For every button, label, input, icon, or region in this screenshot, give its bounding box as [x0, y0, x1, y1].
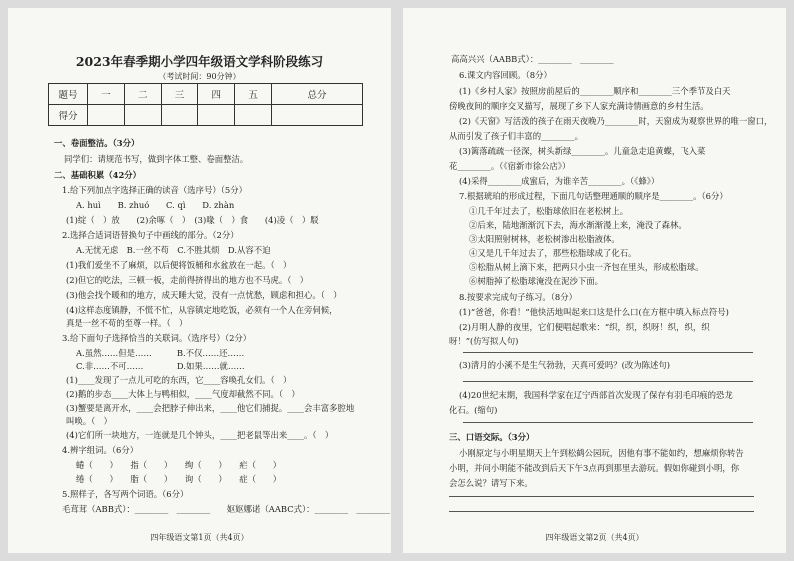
question-line: (4)它们所一块地方，一连就是几个钟头，____把老鼠等出来____。（ ） [66, 430, 334, 440]
question-line: 8.按要求完成句子练习。（8分） [459, 292, 577, 302]
question-line: (1)____发现了一点儿可吃的东西，它____容唤孔女们。（ ） [66, 375, 292, 385]
score-header-cell: 三 [161, 84, 198, 105]
right-page [403, 8, 786, 553]
answer-line[interactable] [463, 422, 753, 423]
question-line: 6.课文内容回顾。（8分） [459, 70, 552, 80]
question-line: ⑥树脂掉了松脂球淹没在泥沙下面。 [469, 276, 603, 286]
score-cell[interactable] [198, 105, 235, 126]
question-line: ③太阳照射树林，老松树渗出松脂液体。 [469, 234, 620, 244]
left-page [8, 8, 391, 553]
exam-time: （考试时间：90分钟） [158, 72, 241, 81]
answer-line[interactable] [449, 511, 754, 512]
page-footer: 四年级语文第2页（共4页） [545, 533, 644, 542]
question-line: 小刚原定与小明星期天上午到松鹤公园玩，因他有事不能如约，想麻烦你转告 [459, 448, 744, 458]
question-line: (2)但它的吃法，三顿一板，走前得挤得出的地方也不马虎。（ ） [66, 275, 309, 285]
question-line: 1.给下列加点字选择正确的读音（选序号）（5分） [62, 185, 247, 195]
page-title: 2023年春季期小学四年级语文学科阶段练习 [75, 54, 324, 69]
question-line: 呀！”(仿写拟人句) [449, 336, 519, 346]
question-line: (2)鹅的步态____大体上与鸭相似，____气度却截然不同。（ ） [66, 389, 300, 399]
question-line: C.非……不可…… D.如果……就…… [76, 361, 245, 371]
score-cell[interactable] [235, 105, 272, 126]
question-line: 一、卷面整洁。（3分） [54, 138, 140, 148]
question-line: 蜷（ ） 指（ ） 绚（ ） 疟（ ） [76, 460, 282, 470]
question-line: (2)《天窗》写活泼的孩子在雨天夜晚乃________时，天窗成为观察世界的唯一窗口， [459, 116, 773, 126]
question-line: (4)这样态度镇静，不慌不忙，从容镇定地吃饭，必须有一个人在旁伺候， [66, 305, 338, 315]
score-header-cell: 总分 [272, 84, 363, 105]
question-line: 化石。(缩句) [449, 405, 498, 415]
question-line: 傍晚夜间的顺序交叉描写，展现了乡下人家充满诗情画意的乡村生活。 [449, 101, 709, 111]
score-header-cell: 四 [198, 84, 235, 105]
question-line: 绻（ ） 脂（ ） 询（ ） 症（ ） [76, 474, 282, 484]
question-line: 叫唤。（ ） [66, 416, 113, 426]
question-line: 三、口语交际。（3分） [449, 432, 535, 442]
question-line: (3)蟹要是离开水，____会把脖子伸出来，____他它们捕捉。____会丰富多腔地 [66, 403, 355, 413]
score-header-cell: 五 [235, 84, 272, 105]
question-line: ④又是几千年过去了，那些松脂球成了化石。 [469, 248, 637, 258]
answer-line[interactable] [463, 352, 753, 353]
question-line: (4)采得________成蜜后，为谁辛苦________。（《蜂》） [459, 176, 660, 186]
score-header-cell: 题号 [49, 84, 88, 105]
question-line: 同学们：请规范书写，做到字体工整、卷面整洁。 [64, 154, 249, 164]
question-line: 从而引发了孩子们丰富的________。 [449, 131, 583, 141]
question-line: A.无忧无虑 B.一丝不苟 C.不胜其烦 D.从容不迫 [76, 245, 271, 255]
question-line: 3.给下面句子选择恰当的关联词。（选序号）（2分） [62, 333, 252, 343]
question-line: 5.照样子，各写两个词语。（6分） [62, 489, 189, 499]
score-cell[interactable] [272, 105, 363, 126]
score-cell[interactable] [88, 105, 125, 126]
question-line: 2.选择合适词语替换句子中画线的部分。（2分） [62, 230, 239, 240]
score-header-cell: 一 [88, 84, 125, 105]
question-line: 毛茸茸（ABB式）：________ ________ 妪妪娜诺（AABC式）：________ ________ [62, 504, 390, 514]
score-header-cell: 二 [124, 84, 161, 105]
answer-line[interactable] [463, 381, 753, 382]
score-row-label: 得分 [49, 105, 88, 126]
page-footer: 四年级语文第1页（共4页） [150, 533, 249, 542]
question-line: (1)绽（ ）放 (2)余啄（ ） (3)喙（ ）食 (4)凌（ ）駁 [66, 215, 319, 225]
question-line: 小明，并问小明能不能改到后天下午3点再到那里去游玩。假如你碰到小明，你 [449, 463, 740, 473]
question-line: (1)我们爱坐不了麻烦，以后便将饭桶和水盆放在一起。（ ） [66, 260, 292, 270]
question-line: 4.辨字组词。（6分） [62, 445, 139, 455]
question-line: (1)“爸爸，你看！”他快活地叫起来口这是什么口(在方框中填入标点符号) [459, 307, 729, 317]
question-line: ②后来，陆地渐渐沉下去，海水渐渐漫上来，淹没了森林。 [469, 220, 687, 230]
question-line: ⑤松脂从树上滴下来，把两只小虫一齐包在里头，形成松脂球。 [469, 262, 704, 272]
question-line: 高高兴兴（AABB式）：________ ________ [451, 54, 614, 64]
question-line: A. huì B. zhuó C. qì D. zhàn [76, 200, 235, 210]
question-line: 二、基础积累（42分） [54, 170, 142, 180]
question-line: (3)清月的小溪不是生气勃勃，天真可爱吗？(改为陈述句) [459, 360, 671, 370]
question-line: (2)月明人静的夜里，它们便唱起歌来：“织，织，织呀！织，织，织 [459, 322, 710, 332]
question-line: (1)《乡村人家》按照房前屋后的________顺序和________三个季节及白天 [459, 86, 731, 96]
question-line: A.虽然……但是…… B.不仅……还…… [76, 348, 245, 358]
question-line: (3)他会找个暖和的地方，成天睡大觉，没有一点忧愁，顾虑和担心。（ ） [66, 290, 342, 300]
question-line: 7.根据琥珀的形成过程，下面几句话整理通顺的顺序是________。（6分） [459, 191, 728, 201]
question-line: 真是一丝不苟的至尊一样。（ ） [66, 318, 188, 328]
score-cell[interactable] [161, 105, 198, 126]
question-line: (4)20世纪末期，我国科学家在辽宁西部首次发现了保存有羽毛印痕的恐龙 [459, 390, 733, 400]
answer-line[interactable] [449, 496, 754, 497]
question-line: 会怎么说？请写下来。 [449, 478, 533, 488]
question-line: (3)篱落疏疏一径深，树头新绿________。儿童急走追黄蝶，飞入菜 [459, 146, 706, 156]
score-table [48, 83, 363, 126]
score-cell[interactable] [124, 105, 161, 126]
question-line: 花________。（《宿新市徐公店》） [449, 161, 571, 171]
question-line: ①几千年过去了，松脂球依旧在老松树上。 [469, 206, 629, 216]
